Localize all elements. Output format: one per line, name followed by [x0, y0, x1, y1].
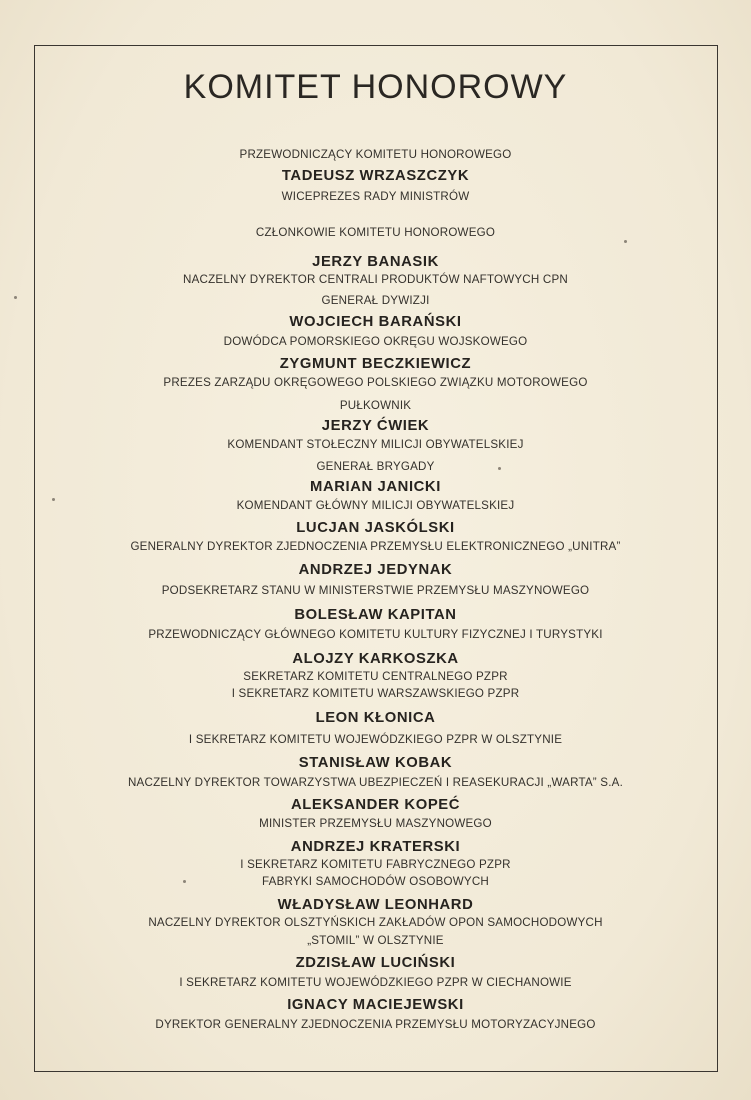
page-title: KOMITET HONOROWY	[183, 68, 568, 106]
member-role: PREZES ZARZĄDU OKRĘGOWEGO POLSKIEGO ZWIĄZKU MOTOROWEGO	[163, 376, 588, 389]
member-name: JERZY BANASIK	[312, 254, 439, 270]
member-role: MINISTER PRZEMYSŁU MASZYNOWEGO	[259, 817, 492, 830]
member-role: WICEPREZES RADY MINISTRÓW	[281, 190, 470, 203]
member-name: WOJCIECH BARAŃSKI	[289, 314, 462, 330]
member-role: SEKRETARZ KOMITETU CENTRALNEGO PZPR	[243, 670, 508, 683]
member-role: I SEKRETARZ KOMITETU WOJEWÓDZKIEGO PZPR W CIECHANOWIE	[179, 976, 572, 989]
member-role: PODSEKRETARZ STANU W MINISTERSTWIE PRZEMYSŁU MASZYNOWEGO	[161, 584, 590, 597]
member-role: I SEKRETARZ KOMITETU WARSZAWSKIEGO PZPR	[231, 687, 520, 700]
member-role: KOMENDANT GŁÓWNY MILICJI OBYWATELSKIEJ	[236, 499, 515, 512]
member-role: DYREKTOR GENERALNY ZJEDNOCZENIA PRZEMYSŁU MOTORYZACYJNEGO	[155, 1018, 596, 1031]
member-name: WŁADYSŁAW LEONHARD	[277, 897, 474, 913]
member-role: PRZEWODNICZĄCY GŁÓWNEGO KOMITETU KULTURY FIZYCZNEJ I TURYSTYKI	[148, 628, 603, 641]
member-name: ANDRZEJ KRATERSKI	[290, 839, 461, 855]
member-name: BOLESŁAW KAPITAN	[294, 607, 457, 623]
member-name: ZYGMUNT BECZKIEWICZ	[279, 356, 472, 372]
member-role: I SEKRETARZ KOMITETU FABRYCZNEGO PZPR	[240, 858, 511, 871]
member-name: ZDZISŁAW LUCIŃSKI	[295, 955, 456, 971]
member-name: TADEUSZ WRZASZCZYK	[281, 168, 470, 184]
member-name: ALEKSANDER KOPEĆ	[290, 797, 461, 813]
member-role: DOWÓDCA POMORSKIEGO OKRĘGU WOJSKOWEGO	[223, 335, 528, 348]
member-name: IGNACY MACIEJEWSKI	[287, 997, 464, 1013]
member-name: STANISŁAW KOBAK	[298, 755, 453, 771]
member-role: FABRYKI SAMOCHODÓW OSOBOWYCH	[262, 875, 489, 888]
member-role: GENERAŁ DYWIZJI	[321, 294, 430, 307]
member-role: NACZELNY DYREKTOR TOWARZYSTWA UBEZPIECZEŃ I REASEKURACJI „WARTA” S.A.	[127, 776, 623, 789]
member-name: ALOJZY KARKOSZKA	[292, 651, 459, 667]
member-name: LEON KŁONICA	[315, 710, 436, 726]
member-role: CZŁONKOWIE KOMITETU HONOROWEGO	[255, 226, 496, 239]
member-role: I SEKRETARZ KOMITETU WOJEWÓDZKIEGO PZPR W OLSZTYNIE	[188, 733, 563, 746]
member-role: KOMENDANT STOŁECZNY MILICJI OBYWATELSKIEJ	[227, 438, 524, 451]
member-role: PUŁKOWNIK	[339, 399, 412, 412]
member-name: JERZY ĆWIEK	[321, 418, 430, 434]
member-role: NACZELNY DYREKTOR OLSZTYŃSKICH ZAKŁADÓW OPON SAMOCHODOWYCH	[148, 916, 603, 929]
member-role: NACZELNY DYREKTOR CENTRALI PRODUKTÓW NAFTOWYCH CPN	[183, 273, 568, 286]
member-role: PRZEWODNICZĄCY KOMITETU HONOROWEGO	[239, 148, 512, 161]
member-name: MARIAN JANICKI	[310, 479, 441, 495]
paper-speck	[624, 240, 627, 243]
member-name: LUCJAN JASKÓLSKI	[296, 520, 455, 536]
member-name: ANDRZEJ JEDYNAK	[298, 562, 453, 578]
member-role: GENERALNY DYREKTOR ZJEDNOCZENIA PRZEMYSŁU ELEKTRONICZNEGO „UNITRA”	[130, 540, 621, 553]
member-role: „STOMIL” W OLSZTYNIE	[307, 934, 444, 947]
member-role: GENERAŁ BRYGADY	[316, 460, 435, 473]
